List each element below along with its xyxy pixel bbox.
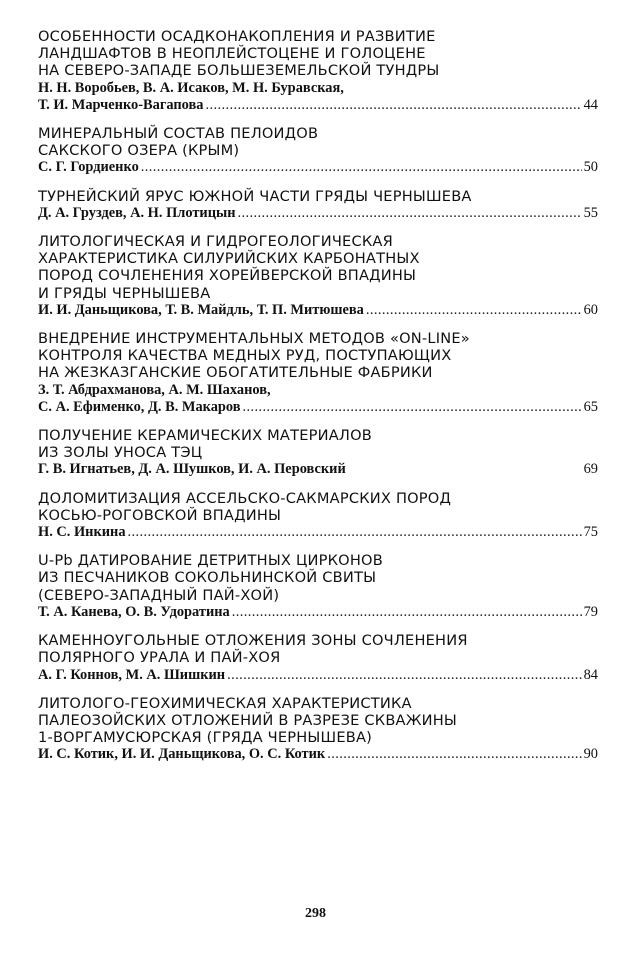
entry-title-line: МИНЕРАЛЬНЫЙ СОСТАВ ПЕЛОИДОВ xyxy=(38,125,319,143)
entry-title-line: ЛАНДШАФТОВ В НЕОПЛЕЙСТОЦЕНЕ И ГОЛОЦЕНЕ xyxy=(38,45,426,63)
toc-entry xyxy=(38,125,598,177)
toc-entry xyxy=(38,330,598,416)
dot-leader xyxy=(141,159,582,176)
dot-leader xyxy=(366,302,582,319)
entry-title-line: ЛИТОЛОГИЧЕСКАЯ И ГИДРОГЕОЛОГИЧЕСКАЯ xyxy=(38,233,393,251)
entry-authors: Т. А. Канева, О. В. Удоратина xyxy=(38,603,230,620)
entry-page-number: 50 xyxy=(583,159,598,176)
entry-title-line: ПОЛЯРНОГО УРАЛА И ПАЙ-ХОЯ xyxy=(38,649,281,667)
entry-page-number: 44 xyxy=(583,96,598,113)
entry-authors-page-line xyxy=(38,746,598,763)
entry-title-line: НА СЕВЕРО-ЗАПАДЕ БОЛЬШЕЗЕМЕЛЬСКОЙ ТУНДРЫ xyxy=(38,62,440,80)
entry-title-line: ПОРОД СОЧЛЕНЕНИЯ ХОРЕЙВЕРСКОЙ ВПАДИНЫ xyxy=(38,267,417,285)
entry-page-number: 75 xyxy=(583,524,598,541)
entry-authors: Т. И. Марченко-Вагапова xyxy=(38,96,204,113)
entry-page-number: 90 xyxy=(583,746,598,763)
entry-authors: И. С. Котик, И. И. Даньщикова, О. С. Котик xyxy=(38,746,326,763)
page-number: 298 xyxy=(305,906,326,921)
dot-leader xyxy=(232,604,582,621)
entry-authors: А. Г. Коннов, М. А. Шишкин xyxy=(38,666,226,683)
entry-page-number: 79 xyxy=(583,603,598,620)
entry-title-line: ИЗ ПЕСЧАНИКОВ СОКОЛЬНИНСКОЙ СВИТЫ xyxy=(38,569,377,587)
toc-entry xyxy=(38,552,598,621)
entry-title-line: ЛИТОЛОГО-ГЕОХИМИЧЕСКАЯ ХАРАКТЕРИСТИКА xyxy=(38,694,412,712)
entry-page-number: 65 xyxy=(583,398,598,415)
entry-title-line: ПАЛЕОЗОЙСКИХ ОТЛОЖЕНИЙ В РАЗРЕЗЕ СКВАЖИНЫ xyxy=(38,711,458,729)
entry-title-line: (СЕВЕРО-ЗАПАДНЫЙ ПАЙ-ХОЙ) xyxy=(38,586,280,604)
entry-title-line: КОНТРОЛЯ КАЧЕСТВА МЕДНЫХ РУД, ПОСТУПАЮЩИХ xyxy=(38,347,452,365)
entry-title-line: НА ЖЕЗКАЗГАНСКИЕ ОБОГАТИТЕЛЬНЫЕ ФАБРИКИ xyxy=(38,364,433,382)
entry-authors-page-line xyxy=(38,205,598,222)
table-of-contents xyxy=(38,28,598,775)
entry-authors-page-line xyxy=(38,524,598,541)
dot-leader xyxy=(238,205,582,222)
entry-title-line: КАМЕННОУГОЛЬНЫЕ ОТЛОЖЕНИЯ ЗОНЫ СОЧЛЕНЕНИЯ xyxy=(38,632,468,650)
entry-authors-page-line xyxy=(38,97,598,114)
entry-authors-line: Н. Н. Воробьев, В. А. Исаков, М. Н. Буравская, xyxy=(38,79,344,96)
toc-entry xyxy=(38,188,598,222)
dot-leader xyxy=(128,524,582,541)
toc-entry xyxy=(38,490,598,542)
dot-leader xyxy=(227,667,582,684)
entry-page-number: 60 xyxy=(583,301,598,318)
dot-leader xyxy=(327,746,581,763)
entry-title-line: ДОЛОМИТИЗАЦИЯ АССЕЛЬСКО-САКМАРСКИХ ПОРОД xyxy=(38,489,452,507)
dot-leader xyxy=(243,399,582,416)
toc-entry xyxy=(38,695,598,764)
entry-authors: Д. А. Груздев, А. Н. Плотицын xyxy=(38,204,236,221)
entry-authors: С. Г. Гордиенко xyxy=(38,159,139,176)
toc-entry xyxy=(38,632,598,684)
entry-authors: Г. В. Игнатьев, Д. А. Шушков, И. А. Перовский xyxy=(38,461,346,478)
toc-entry xyxy=(38,28,598,114)
entry-title-line: И ГРЯДЫ ЧЕРНЫШЕВА xyxy=(38,284,211,302)
entry-title-line: 1-ВОРГАМУСЮРСКАЯ (ГРЯДА ЧЕРНЫШЕВА) xyxy=(38,729,373,747)
entry-authors: И. И. Даньщикова, Т. В. Майдль, Т. П. Митюшева xyxy=(38,301,364,318)
entry-title-line: ОСОБЕННОСТИ ОСАДКОНАКОПЛЕНИЯ И РАЗВИТИЕ xyxy=(38,28,436,45)
entry-authors-page-line xyxy=(38,159,598,176)
toc-entry xyxy=(38,427,598,479)
entry-title-line: ПОЛУЧЕНИЕ КЕРАМИЧЕСКИХ МАТЕРИАЛОВ xyxy=(38,427,372,445)
entry-title-line: ХАРАКТЕРИСТИКА СИЛУРИЙСКИХ КАРБОНАТНЫХ xyxy=(38,250,420,268)
entry-title-line: ИЗ ЗОЛЫ УНОСА ТЭЦ xyxy=(38,444,203,462)
entry-title-line: ТУРНЕЙСКИЙ ЯРУС ЮЖНОЙ ЧАСТИ ГРЯДЫ ЧЕРНЫШЕВА xyxy=(38,187,472,205)
entry-authors: Н. С. Инкина xyxy=(38,524,126,541)
entry-authors-page-line xyxy=(38,302,598,319)
entry-page-number: 69 xyxy=(583,461,598,478)
entry-authors: С. А. Ефименко, Д. В. Макаров xyxy=(38,398,241,415)
entry-authors-page-line xyxy=(38,667,598,684)
entry-authors-page-line xyxy=(38,399,598,416)
entry-authors-page-line xyxy=(38,461,598,478)
entry-title-line: САКСКОГО ОЗЕРА (КРЫМ) xyxy=(38,142,240,160)
entry-title-line: U-Pb ДАТИРОВАНИЕ ДЕТРИТНЫХ ЦИРКОНОВ xyxy=(38,552,383,570)
entry-title-line: КОСЬЮ-РОГОВСКОЙ ВПАДИНЫ xyxy=(38,506,282,524)
entry-title-line: ВНЕДРЕНИЕ ИНСТРУМЕНТАЛЬНЫХ МЕТОДОВ «ON-LINE» xyxy=(38,330,470,348)
entry-authors-line: З. Т. Абдрахманова, А. М. Шаханов, xyxy=(38,381,271,398)
entry-page-number: 55 xyxy=(583,204,598,221)
entry-authors-page-line xyxy=(38,604,598,621)
toc-entry xyxy=(38,233,598,319)
dot-leader xyxy=(205,97,581,114)
entry-page-number: 84 xyxy=(583,666,598,683)
